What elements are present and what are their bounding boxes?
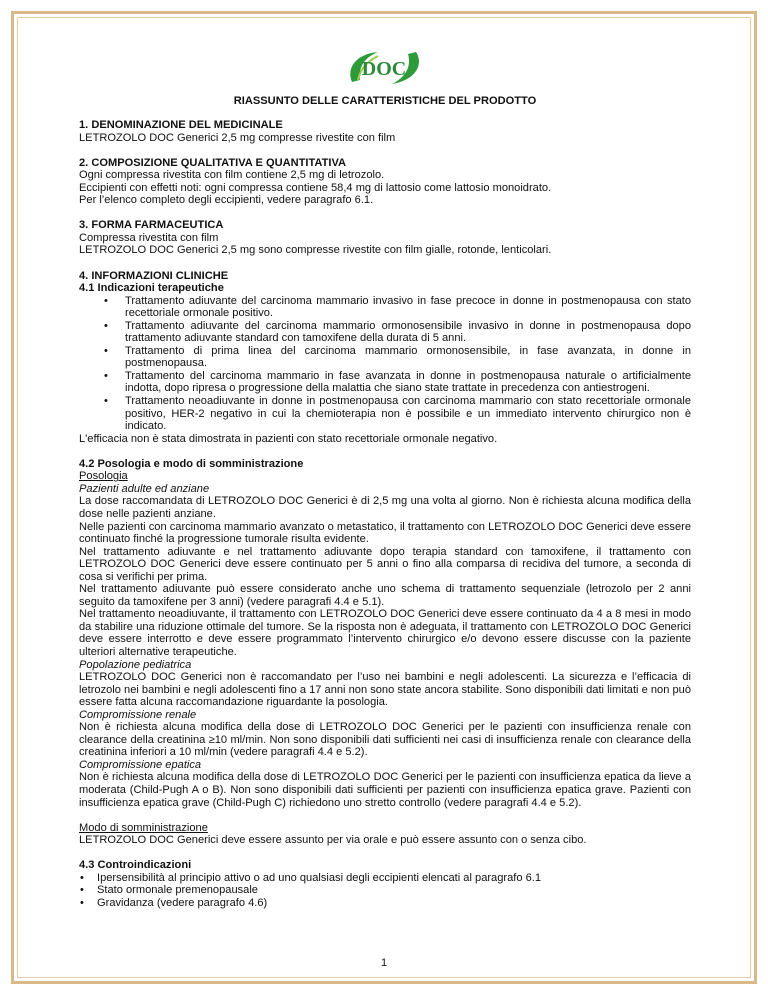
adult-paragraph-4: Nel trattamento adiuvante può essere considerato anche uno schema di trattamento sequenziale (letrozolo per 2 anni seguito da tamoxifene per 3 anni) (vedere paragrafi 4.4 e 5.1). bbox=[79, 583, 691, 608]
bullet-icon: • bbox=[104, 344, 108, 357]
administration-paragraph: LETROZOLO DOC Generici deve essere assunto per via orale e può essere assunto con o senza cibo. bbox=[79, 834, 587, 847]
section-4-heading: 4. INFORMAZIONI CLINICHE bbox=[79, 269, 229, 282]
adult-paragraph-3: Nel trattamento adiuvante e nel trattamento adiuvante dopo terapia standard con tamoxifene, il trattamento con LETROZOLO DOC Generici deve essere continuato per 5 anni o fino alla comparsa di recidiva del tumore, a seconda di cosa si verifichi per prima. bbox=[79, 545, 691, 583]
page-number: 1 bbox=[380, 957, 388, 969]
bullet-icon: • bbox=[104, 369, 108, 382]
indication-item: • Trattamento neoadiuvante in donne in postmenopausa con carcinoma mammario con stato recettoriale ormonale positivo, HER-2 negativo in cui la chemioterapia non è possibile e un immediato intervento chirurgico non è indicato. bbox=[104, 395, 691, 433]
section-1-heading: 1. DENOMINAZIONE DEL MEDICINALE bbox=[79, 119, 283, 131]
bullet-icon: • bbox=[80, 884, 84, 897]
document-body bbox=[79, 92, 691, 909]
indications-list bbox=[79, 295, 691, 433]
section-2-line-3: Per l’elenco completo degli eccipienti, vedere paragrafo 6.1. bbox=[79, 194, 374, 207]
indication-item: • Trattamento adiuvante del carcinoma mammario invasivo in fase precoce in donne in postmenopausa con stato recettoriale ormonale positivo. bbox=[104, 294, 691, 320]
indication-item: • Trattamento di prima linea del carcinoma mammario ormonosensibile, in fase avanzata, in donne in postmenopausa. bbox=[104, 344, 691, 370]
bullet-icon: • bbox=[104, 294, 108, 307]
indication-item: • Trattamento adiuvante del carcinoma mammario ormonosensibile invasivo in donne in postmenopausa dopo trattamento adiuvante standard con tamoxifene della durata di 5 anni. bbox=[104, 319, 691, 345]
section-1 bbox=[79, 119, 691, 144]
document-title: RIASSUNTO DELLE CARATTERISTICHE DEL PRODOTTO bbox=[233, 95, 537, 107]
contraindication-item: • Gravidanza (vedere paragrafo 4.6) bbox=[80, 896, 268, 909]
subsection-4-2-heading: 4.2 Posologia e modo di somministrazione bbox=[79, 457, 304, 470]
section-3 bbox=[79, 219, 691, 257]
adult-paragraph-2: Nelle pazienti con carcinoma mammario avanzato o metastatico, il trattamento con LETROZOLO DOC Generici deve essere continuato finché la progressione tumorale risulta evidente. bbox=[79, 520, 691, 546]
contraindication-item: • Ipersensibilità al principio attivo o ad uno qualsiasi degli eccipienti elencati al paragrafo 6.1 bbox=[80, 871, 542, 884]
section-2-line-2: Eccipienti con effetti noti: ogni compressa contiene 58,4 mg di lattosio come lattosio monoidrato. bbox=[79, 181, 552, 194]
section-2-line-1: Ogni compressa rivestita con film contiene 2,5 mg di letrozolo. bbox=[79, 169, 385, 182]
hepatic-heading: Compromissione epatica bbox=[79, 758, 202, 771]
bullet-icon: • bbox=[80, 871, 84, 884]
section-2 bbox=[79, 157, 691, 207]
hepatic-paragraph: Non è richiesta alcuna modifica della dose di LETROZOLO DOC Generici per le pazienti con insufficienza epatica da lieve a moderata (Child-Pugh A o B). Non sono disponibili dati sufficienti per pazienti con insufficienza epatica grave. Pazienti con insufficienza epatica grave (Child-Pugh C) richiedono uno stretto controllo (vedere paragrafi 4.4 e 5.2). bbox=[79, 771, 691, 809]
pediatric-paragraph: LETROZOLO DOC Generici non è raccomandato per l’uso nei bambini e negli adolescenti. La sicurezza e l’efficacia di letrozolo nei bambini e negli adolescenti fino a 17 anni non sono state ancora stabilite. Sono disponibili dati limitati e non può essere fatta alcuna raccomandazione riguardante la posologia. bbox=[79, 671, 691, 709]
indication-item: • Trattamento del carcinoma mammario in fase avanzata in donne in postmenopausa naturale o artificialmente indotta, dopo ripresa o progressione della malattia che siano state trattate in precedenza con antiestrogeni. bbox=[104, 369, 691, 395]
bullet-icon: • bbox=[104, 319, 108, 332]
posologia-heading: Posologia bbox=[79, 470, 128, 483]
pediatric-heading: Popolazione pediatrica bbox=[79, 658, 192, 671]
section-3-line-1: Compressa rivestita con film bbox=[79, 231, 219, 244]
section-4 bbox=[79, 270, 691, 910]
subsection-4-3-heading: 4.3 Controindicazioni bbox=[79, 859, 192, 872]
adult-paragraph-5: Nel trattamento neoadiuvante, il trattamento con LETROZOLO DOC Generici deve essere continuato da 4 a 8 mesi in modo da stabilire una riduzione ottimale del tumore. Se la risposta non è adeguata, il trattamento con LETROZOLO DOC Generici deve essere interrotto e deve essere programmato l’intervento chirurgico e/o devono essere discusse con la paziente ulteriori alternative terapeutiche. bbox=[79, 608, 691, 658]
section-1-text: LETROZOLO DOC Generici 2,5 mg compresse rivestite con film bbox=[79, 131, 396, 144]
bullet-icon: • bbox=[104, 395, 108, 408]
bullet-icon: • bbox=[80, 896, 84, 909]
administration-heading: Modo di somministrazione bbox=[79, 821, 208, 834]
adult-patients-heading: Pazienti adulte ed anziane bbox=[79, 482, 210, 495]
renal-paragraph: Non è richiesta alcuna modifica della dose di LETROZOLO DOC Generici per le pazienti con insufficienza renale con clearance della creatinina ≥10 ml/min. Non sono disponibili dati sufficienti nei casi di insufficienza renale con clearance della creatinina inferiori a 10 ml/min (vedere paragrafi 4.4 e 5.2). bbox=[79, 721, 691, 759]
section-3-line-2: LETROZOLO DOC Generici 2,5 mg sono compresse rivestite con film gialle, rotonde, lenticolari. bbox=[79, 244, 552, 257]
doc-logo bbox=[338, 46, 430, 88]
subsection-4-1-heading: 4.1 Indicazioni terapeutiche bbox=[79, 282, 224, 295]
section-2-heading: 2. COMPOSIZIONE QUALITATIVA E QUANTITATIVA bbox=[79, 156, 347, 169]
svg-text:DOC: DOC bbox=[361, 58, 407, 80]
contraindication-item: • Stato ormonale premenopausale bbox=[80, 884, 258, 897]
indications-note: L'efficacia non è stata dimostrata in pazienti con stato recettoriale ormonale negativo. bbox=[79, 432, 498, 445]
section-3-heading: 3. FORMA FARMACEUTICA bbox=[79, 219, 224, 232]
renal-heading: Compromissione renale bbox=[79, 708, 197, 721]
adult-paragraph-1: La dose raccomandata di LETROZOLO DOC Generici è di 2,5 mg una volta al giorno. Non è richiesta alcuna modifica della dose nelle pazienti anziane. bbox=[79, 495, 691, 520]
contraindications-list bbox=[79, 872, 691, 910]
